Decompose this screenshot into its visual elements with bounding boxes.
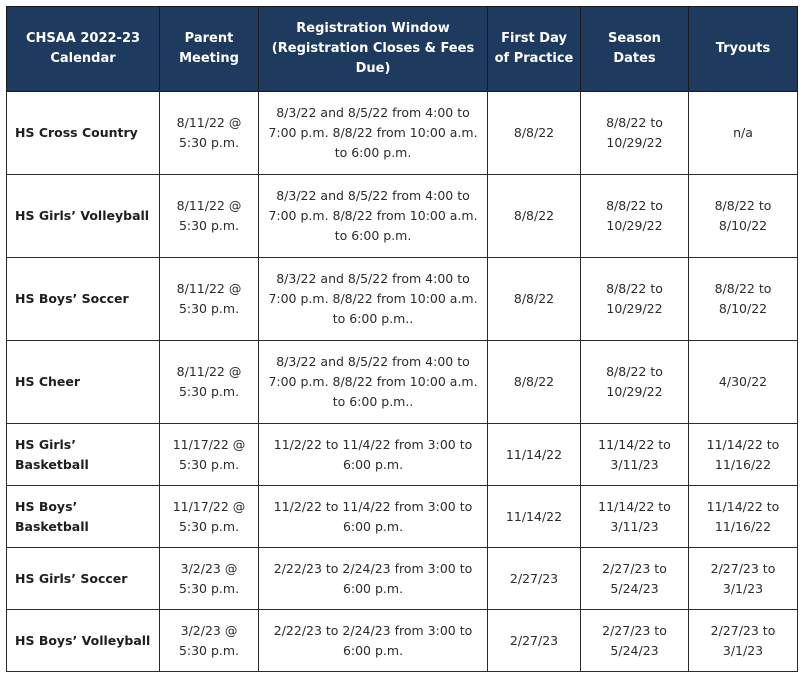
parent-meeting-cell: 8/11/22 @ 5:30 p.m. [160,341,259,424]
registration-cell: 2/22/23 to 2/24/23 from 3:00 to 6:00 p.m. [259,610,488,672]
tryouts-cell: 8/8/22 to 8/10/22 [689,258,798,341]
season-dates-cell: 8/8/22 to 10/29/22 [581,175,689,258]
table-header [7,7,798,92]
season-dates-cell: 2/27/23 to 5/24/23 [581,610,689,672]
registration-cell: 8/3/22 and 8/5/22 from 4:00 to 7:00 p.m. 8/8/22 from 10:00 a.m. to 6:00 p.m.. [259,258,488,341]
sport-cell: HS Cheer [7,341,160,424]
registration-cell: 2/22/23 to 2/24/23 from 3:00 to 6:00 p.m. [259,548,488,610]
table-row [7,610,798,672]
season-dates-cell: 8/8/22 to 10/29/22 [581,92,689,175]
table-row [7,258,798,341]
first-day-cell: 11/14/22 [488,486,581,548]
parent-meeting-cell: 11/17/22 @ 5:30 p.m. [160,486,259,548]
first-day-cell: 2/27/23 [488,610,581,672]
season-dates-cell: 2/27/23 to 5/24/23 [581,548,689,610]
tryouts-cell: 4/30/22 [689,341,798,424]
header-season-dates: Season Dates [581,7,689,92]
table-row [7,341,798,424]
sport-cell: HS Boys’ Soccer [7,258,160,341]
table-row [7,486,798,548]
parent-meeting-cell: 3/2/23 @ 5:30 p.m. [160,610,259,672]
header-calendar: CHSAA 2022-23 Calendar [7,7,160,92]
sport-cell: HS Girls’ Soccer [7,548,160,610]
parent-meeting-cell: 8/11/22 @ 5:30 p.m. [160,258,259,341]
sport-cell: HS Boys’ Basketball [7,486,160,548]
header-first-day-of-practice: First Day of Practice [488,7,581,92]
tryouts-cell: 2/27/23 to 3/1/23 [689,548,798,610]
first-day-cell: 8/8/22 [488,175,581,258]
header-row [7,7,798,92]
season-dates-cell: 11/14/22 to 3/11/23 [581,424,689,486]
season-dates-cell: 8/8/22 to 10/29/22 [581,258,689,341]
table-body [7,92,798,672]
header-parent-meeting: Parent Meeting [160,7,259,92]
header-registration-window: Registration Window (Registration Closes & Fees Due) [259,7,488,92]
parent-meeting-cell: 3/2/23 @ 5:30 p.m. [160,548,259,610]
calendar-table-wrapper [6,6,798,672]
table-row [7,92,798,175]
registration-cell: 11/2/22 to 11/4/22 from 3:00 to 6:00 p.m. [259,486,488,548]
tryouts-cell: n/a [689,92,798,175]
tryouts-cell: 11/14/22 to 11/16/22 [689,424,798,486]
sport-cell: HS Boys’ Volleyball [7,610,160,672]
registration-cell: 11/2/22 to 11/4/22 from 3:00 to 6:00 p.m. [259,424,488,486]
sport-cell: HS Cross Country [7,92,160,175]
first-day-cell: 8/8/22 [488,341,581,424]
season-dates-cell: 8/8/22 to 10/29/22 [581,341,689,424]
table-row [7,424,798,486]
tryouts-cell: 11/14/22 to 11/16/22 [689,486,798,548]
tryouts-cell: 2/27/23 to 3/1/23 [689,610,798,672]
parent-meeting-cell: 8/11/22 @ 5:30 p.m. [160,92,259,175]
first-day-cell: 2/27/23 [488,548,581,610]
parent-meeting-cell: 11/17/22 @ 5:30 p.m. [160,424,259,486]
table-row [7,175,798,258]
first-day-cell: 8/8/22 [488,92,581,175]
registration-cell: 8/3/22 and 8/5/22 from 4:00 to 7:00 p.m. 8/8/22 from 10:00 a.m. to 6:00 p.m. [259,92,488,175]
sport-cell: HS Girls’ Volleyball [7,175,160,258]
parent-meeting-cell: 8/11/22 @ 5:30 p.m. [160,175,259,258]
registration-cell: 8/3/22 and 8/5/22 from 4:00 to 7:00 p.m. 8/8/22 from 10:00 a.m. to 6:00 p.m.. [259,341,488,424]
calendar-table [6,6,798,672]
registration-cell: 8/3/22 and 8/5/22 from 4:00 to 7:00 p.m. 8/8/22 from 10:00 a.m. to 6:00 p.m. [259,175,488,258]
first-day-cell: 8/8/22 [488,258,581,341]
tryouts-cell: 8/8/22 to 8/10/22 [689,175,798,258]
header-tryouts: Tryouts [689,7,798,92]
first-day-cell: 11/14/22 [488,424,581,486]
table-row [7,548,798,610]
season-dates-cell: 11/14/22 to 3/11/23 [581,486,689,548]
sport-cell: HS Girls’ Basketball [7,424,160,486]
